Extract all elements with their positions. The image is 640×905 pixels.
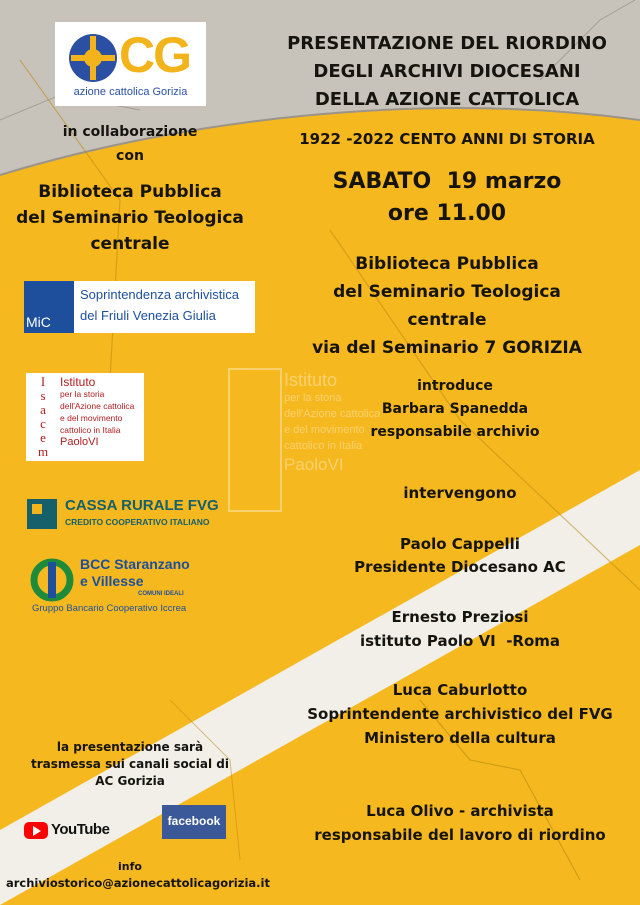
bcc-line-1: BCC Staranzano (80, 556, 190, 572)
isacem-watermark-line: Istituto (284, 370, 338, 390)
isacem-watermark-line: cattolico in Italia (284, 440, 363, 452)
isacem-letter: c (40, 416, 46, 431)
left-library-line-1: Biblioteca Pubblica (38, 182, 222, 202)
isacem-line: cattolico in Italia (60, 425, 121, 435)
youtube-logo[interactable] (24, 818, 108, 844)
facebook-logo[interactable] (162, 805, 226, 839)
left-library-line-2: del Seminario Teologica (16, 208, 244, 228)
isacem-letter: a (40, 402, 46, 417)
event-date: SABATO 19 marzo (332, 169, 562, 194)
bcc-line-2: e Villesse (80, 573, 144, 589)
isacem-letter: e (40, 430, 46, 445)
isacem-letter: s (40, 388, 46, 403)
speaker-role: Presidente Diocesano AC (354, 558, 566, 576)
intervengono-label: intervengono (403, 484, 517, 502)
venue-line-3: centrale (407, 310, 487, 330)
acg-logo (55, 22, 206, 106)
title-line-2: DEGLI ARCHIVI DIOCESANI (313, 61, 581, 82)
broadcast-line-1: la presentazione sarà (56, 740, 204, 754)
speaker-role: responsabile del lavoro di riordino (314, 826, 606, 844)
isacem-line: per la storia (60, 389, 105, 399)
speaker-role-2: Ministero della cultura (364, 729, 556, 747)
collab-line-1: in collaborazione (62, 124, 198, 140)
cassa-rurale-logo (27, 497, 227, 533)
isacem-line: Istituto (60, 375, 96, 389)
acg-caption: azione cattolica Gorizia (73, 86, 188, 98)
speaker-role: Soprintendente archivistico del FVG (307, 705, 613, 723)
cassa-name: CASSA RURALE FVG (65, 497, 219, 514)
introduce-role: responsabile archivio (370, 424, 540, 440)
isacem-watermark-line: PaoloVI (284, 455, 344, 474)
isacem-line: e del movimento (60, 413, 123, 423)
info-label: info (118, 860, 142, 873)
subtitle: 1922 -2022 CENTO ANNI DI STORIA (299, 130, 595, 148)
speaker-name: Ernesto Preziosi (391, 608, 529, 626)
venue-address: via del Seminario 7 GORIZIA (312, 338, 582, 358)
isacem-letter: I (40, 374, 46, 389)
isacem-watermark-line: per la storia (284, 392, 342, 404)
venue-line-2: del Seminario Teologica (333, 282, 561, 302)
isacem-watermark-line: e del movimento (284, 424, 365, 436)
facebook-label: facebook (167, 814, 221, 828)
cassa-subtitle: CREDITO COOPERATIVO ITALIANO (65, 517, 210, 527)
info-email[interactable]: archiviostorico@azionecattolicagorizia.it (6, 876, 270, 890)
mic-label: MiC (26, 314, 51, 330)
soprintendenza-logo (24, 281, 255, 333)
isacem-logo (26, 373, 144, 461)
soprintendenza-line-2: del Friuli Venezia Giulia (80, 308, 216, 323)
bcc-subtitle: Gruppo Bancario Cooperativo Iccrea (32, 603, 187, 614)
bcc-emblem-icon (30, 558, 74, 602)
isacem-watermark-line: dell'Azione cattolica (284, 408, 381, 420)
acg-letters: CG (119, 27, 190, 83)
speaker-name: Luca Olivo - archivista (366, 802, 554, 820)
introduce-label: introduce (417, 378, 493, 394)
title-line-3: DELLA AZIONE CATTOLICA (314, 89, 580, 110)
isacem-letter: m (37, 444, 49, 459)
speaker-role: istituto Paolo VI -Roma (359, 632, 561, 650)
isacem-line: dell'Azione cattolica (60, 401, 135, 411)
speaker-name: Paolo Cappelli (400, 535, 520, 553)
broadcast-line-2: trasmessa sui canali social di (30, 757, 230, 771)
broadcast-line-3: AC Gorizia (95, 774, 165, 788)
speaker-name: Luca Caburlotto (392, 681, 528, 699)
soprintendenza-line-1: Soprintendenza archivistica (80, 287, 239, 302)
isacem-line: PaoloVI (60, 436, 99, 448)
bcc-logo (30, 556, 230, 620)
title-line-1: PRESENTAZIONE DEL RIORDINO (287, 33, 607, 54)
bcc-tag: COMUNI IDEALI (138, 591, 184, 597)
youtube-label: YouTube (51, 821, 110, 838)
left-library-line-3: centrale (90, 234, 170, 254)
event-time: ore 11.00 (387, 201, 507, 226)
collab-line-2: con (116, 148, 144, 164)
venue-line-1: Biblioteca Pubblica (355, 254, 539, 274)
introduce-name: Barbara Spanedda (381, 401, 529, 417)
